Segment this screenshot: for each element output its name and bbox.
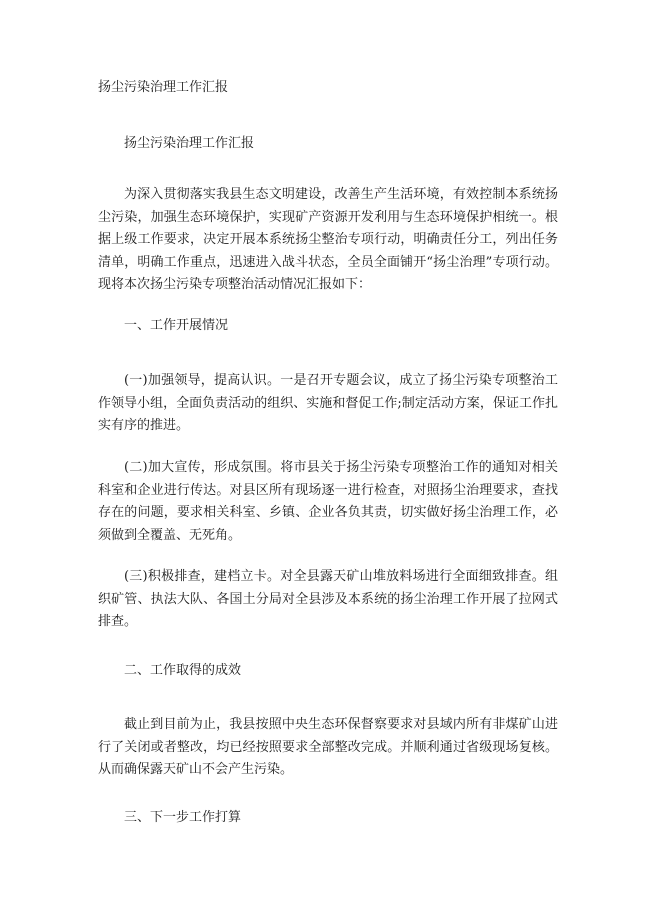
section-heading-3: 三、下一步工作打算 (124, 810, 242, 825)
list-item-2: (二)加大宣传，形成氛围。将市县关于扬尘污染专项整治工作的通知对相关科室和企业进行传达。对县区所有现场逐一进行检查，对照扬尘治理要求，查找存在的问题，要求相关科室、乡镇、企业各负其责，切实做好扬尘治理工作，必须做到全覆盖、无死角。 (98, 460, 558, 543)
intro-paragraph: 为深入贯彻落实我县生态文明建设，改善生产生活环境，有效控制本系统扬尘污染，加强生态环境保护，实现矿产资源开发利用与生态环境保护相统一。根据上级工作要求，决定开展本系统扬尘整治专项行动，明确责任分工，列出任务清单，明确工作重点，迅速进入战斗状态，全员全面铺开“扬尘治理”专项行动。现将本次扬尘污染专项整治活动情况汇报如下： (98, 187, 558, 292)
result-paragraph: 截止到目前为止，我县按照中央生态环保督察要求对县域内所有非煤矿山进行了关闭或者整改，均已经按照要求全部整改完成。并顺利通过省级现场复核。从而确保露天矿山不会产生污染。 (98, 717, 558, 777)
list-item-3: (三)积极排查，建档立卡。对全县露天矿山堆放料场进行全面细致排查。组织矿管、执法大队、各国土分局对全县涉及本系统的扬尘治理工作开展了拉网式排查。 (98, 569, 558, 629)
header-title: 扬尘污染治理工作汇报 (98, 80, 229, 95)
list-item-1: (一)加强领导，提高认识。一是召开专题会议，成立了扬尘污染专项整治工作领导小组，全面负责活动的组织、实施和督促工作;制定活动方案，保证工作扎实有序的推进。 (98, 373, 558, 433)
section-heading-1: 一、工作开展情况 (124, 318, 229, 333)
section-heading-2: 二、工作取得的成效 (124, 663, 242, 678)
document-title: 扬尘污染治理工作汇报 (124, 136, 255, 151)
